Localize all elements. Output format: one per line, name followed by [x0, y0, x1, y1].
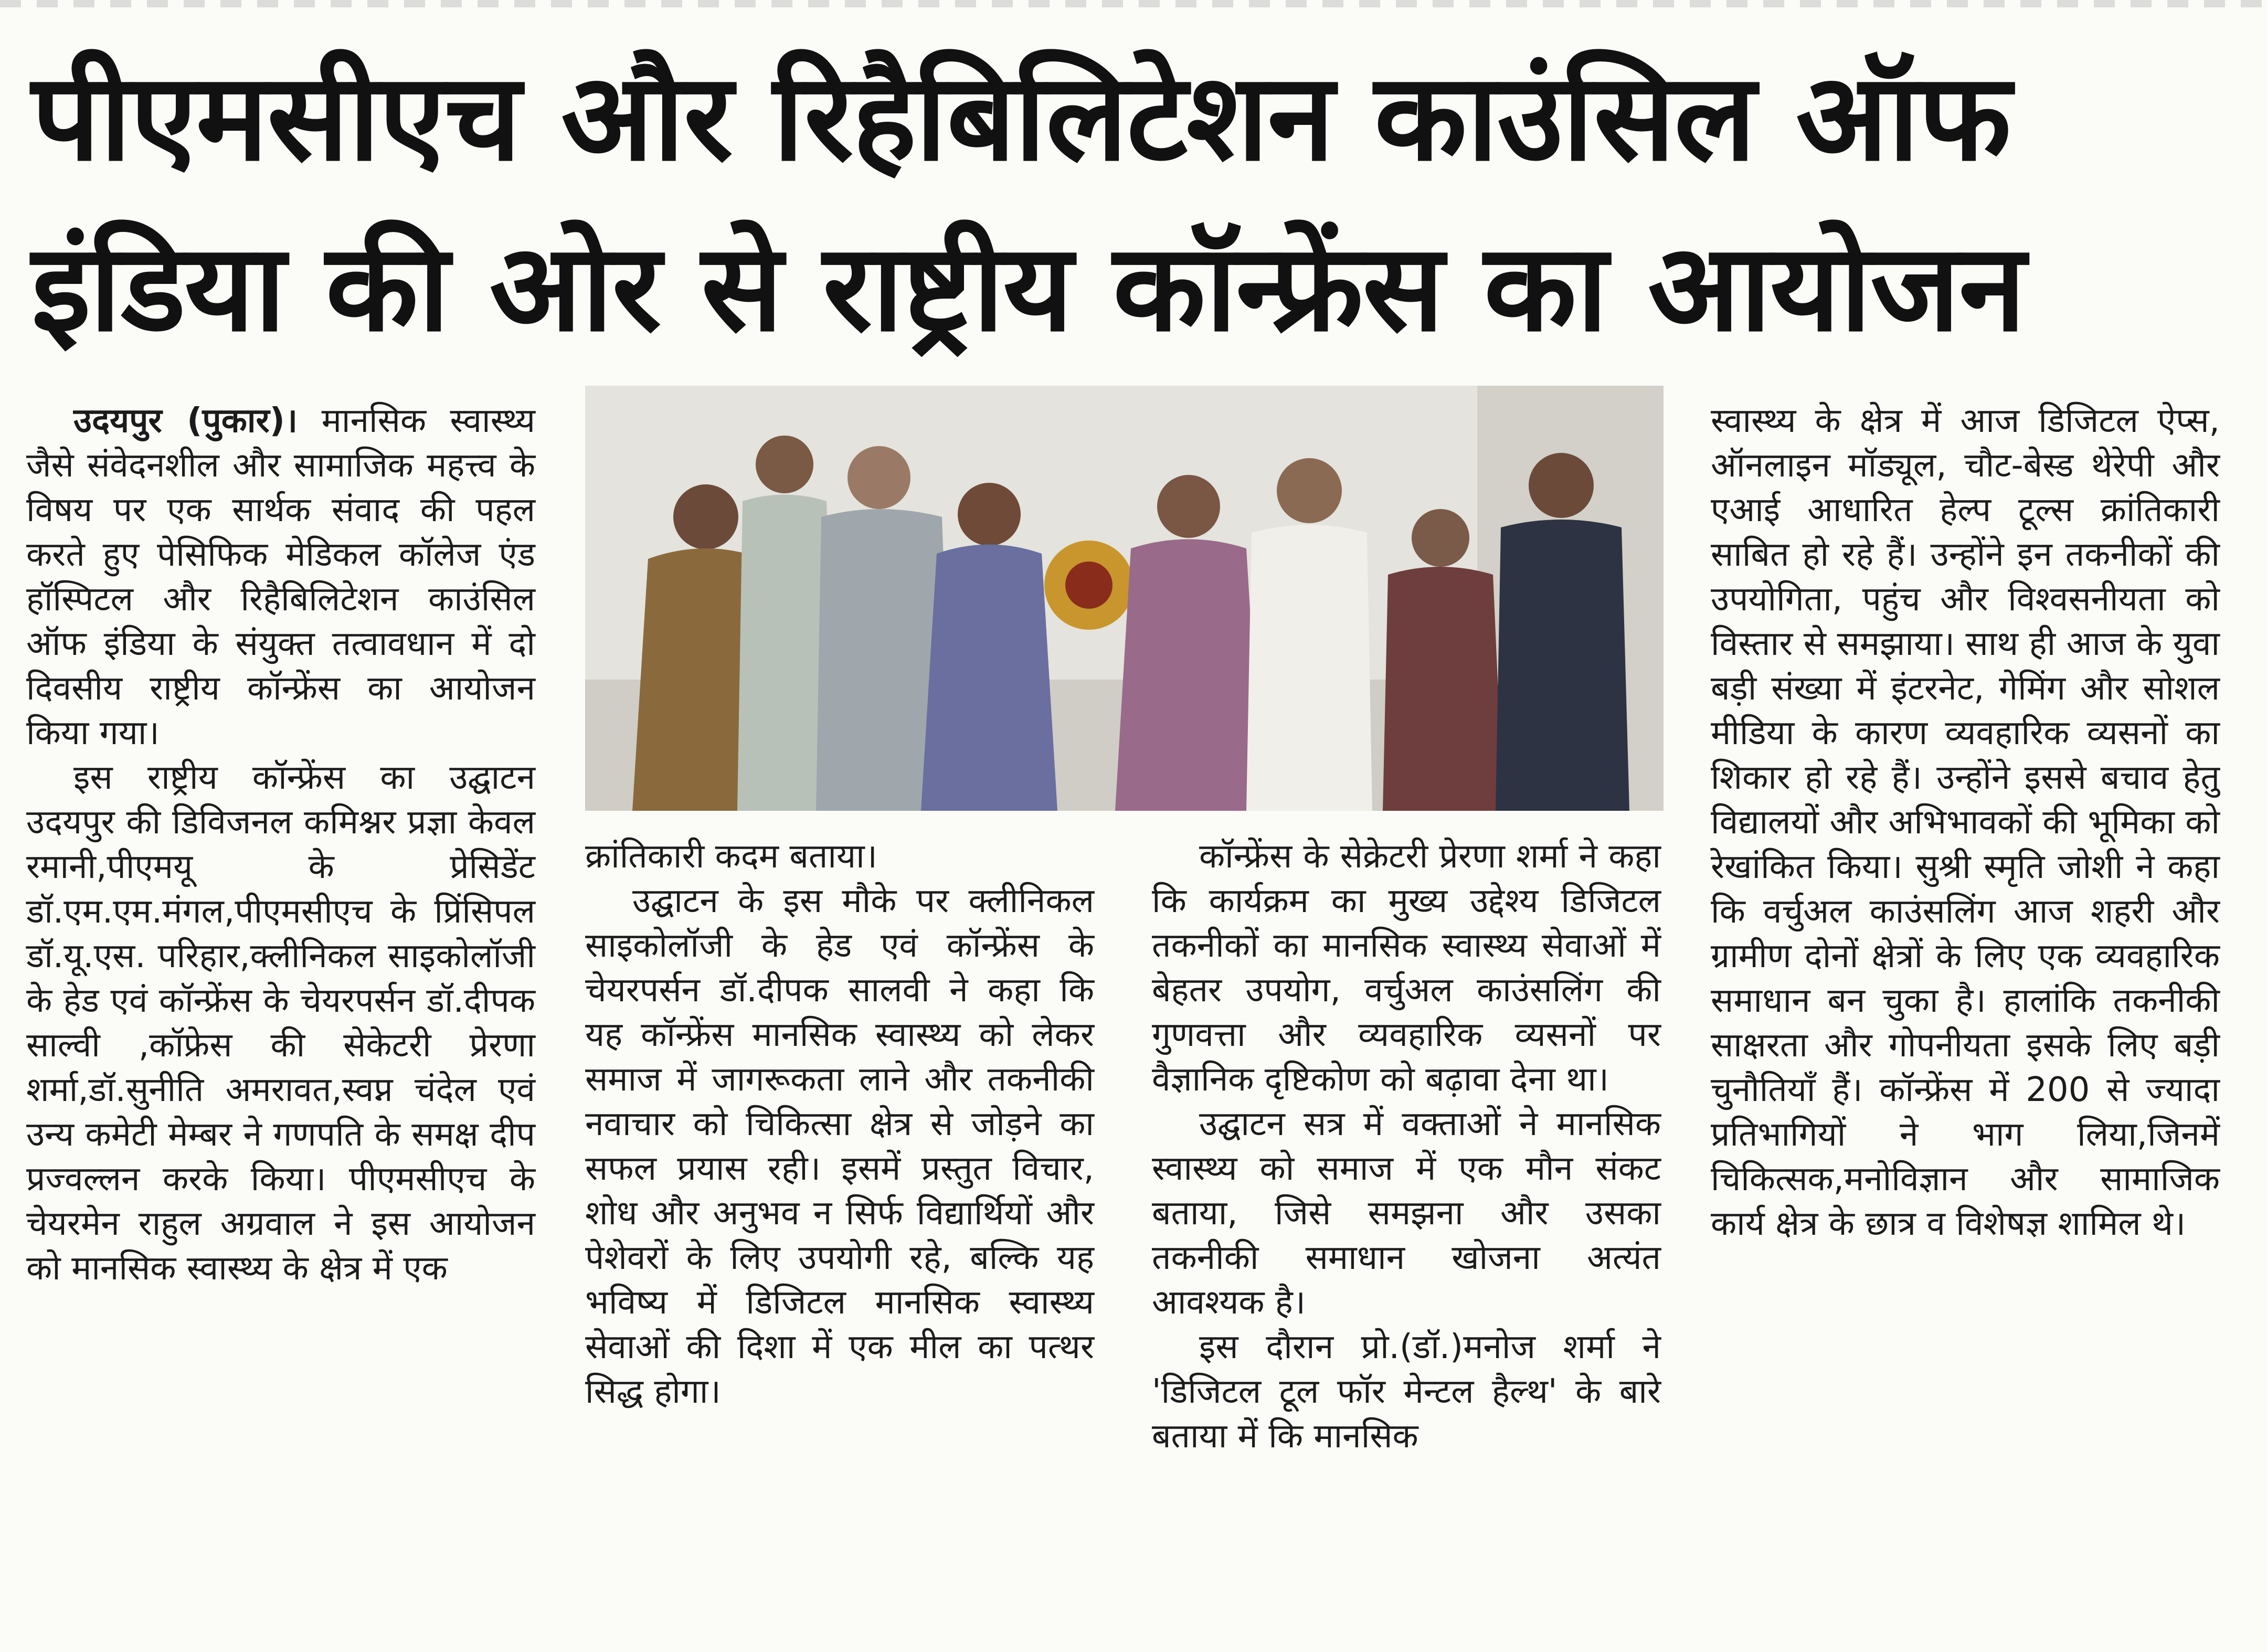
top-rule — [0, 0, 2267, 7]
paragraph: कॉन्फ्रेंस के सेक्रेटरी प्रेरणा शर्मा ने कहा कि कार्यक्रम का मुख्य उद्देश्य डिजिटल तकनीकों का मानसिक स्वास्थ्य सेवाओं में बेहतर उपयोग, वर्चुअल काउंसलिंग की गुणवत्ता और व्यवहारिक व्यसनों पर वैज्ञानिक दृष्टिकोण को बढ़ावा देना था। — [1152, 837, 1661, 1099]
article-column-1 — [26, 399, 535, 1291]
paragraph: उद्घाटन सत्र में वक्ताओं ने मानसिक स्वास्थ्य को समाज में एक मौन संकट बताया, जिसे समझना और उसका तकनीकी समाधान खोजना अत्यंत आवश्यक है। — [1152, 1105, 1661, 1322]
group-photo-illustration — [585, 386, 1664, 811]
headline-line-1: पीएमसीएच और रिहैबिलिटेशन काउंसिल ऑफ — [31, 48, 2010, 188]
paragraph: क्रांतिकारी कदम बताया। — [585, 837, 877, 876]
dateline: उदयपुर (पुकार)। — [73, 401, 298, 440]
article-column-4 — [1711, 399, 2220, 1246]
flower-decoration — [1044, 541, 1134, 630]
paragraph — [26, 399, 535, 756]
event-photo — [585, 386, 1664, 811]
article-column-2 — [585, 834, 1094, 1414]
paragraph: स्वास्थ्य के क्षेत्र में आज डिजिटल ऐप्स, ऑनलाइन मॉड्यूल, चौट-बेस्ड थेरेपी और एआई आधारित हेल्प टूल्स क्रांतिकारी साबित हो रहे हैं। उन्होंने इन तकनीकों की उपयोगिता, पहुंच और विश्वसनीयता को विस्तार से समझाया। साथ ही आज के युवा बड़ी संख्या में इंटरनेट, गेमिंग और सोशल मीडिया के कारण व्यवहारिक व्यसनों का शिकार हो रहे हैं। उन्होंने इससे बचाव हेतु विद्यालयों और अभिभावकों की भूमिका को रेखांकित किया। सुश्री स्मृति जोशी ने कहा कि वर्चुअल काउंसलिंग आज शहरी और ग्रामीण दोनों क्षेत्रों के लिए एक व्यवहारिक समाधान बन चुका है। हालांकि तकनीकी साक्षरता और गोपनीयता इसके लिए बड़ी चुनौतियाँ हैं। कॉन्फ्रेंस में 200 से ज्यादा प्रतिभागियों ने भाग लिया,जिनमें चिकित्सक,मनोविज्ञान और सामाजिक कार्य क्षेत्र के छात्र व विशेषज्ञ शामिल थे। — [1711, 401, 2220, 1243]
headline-line-2: इंडिया की ओर से राष्ट्रीय कॉन्फ्रेंस का आयोजन — [31, 218, 2025, 358]
paragraph-text: मानसिक स्वास्थ्य जैसे संवेदनशील और सामाजिक महत्त्व के विषय पर एक सार्थक संवाद की पहल करते हुए पेसिफिक मेडिकल कॉलेज एंड हॉस्पिटल और रिहैबिलिटेशन काउंसिल ऑफ इंडिया के संयुक्त तत्वावधान में दो दिवसीय राष्ट्रीय कॉन्फ्रेंस का आयोजन किया गया। — [26, 401, 536, 753]
paragraph: इस दौरान प्रो.(डॉ.)मनोज शर्मा ने 'डिजिटल टूल फॉर मेन्टल हैल्थ' के बारे बताया में कि मानसिक — [1152, 1328, 1661, 1456]
paragraph: उद्घाटन के इस मौके पर क्लीनिकल साइकोलॉजी के हेड एवं कॉन्फ्रेंस के चेयरपर्सन डॉ.दीपक सालवी ने कहा कि यह कॉन्फ्रेंस मानसिक स्वास्थ्य को लेकर समाज में जागरूकता लाने और तकनीकी नवाचार को चिकित्सा क्षेत्र से जोड़ने का सफल प्रयास रही। इसमें प्रस्तुत विचार, शोध और अनुभव न सिर्फ विद्यार्थियों और पेशेवरों के लिए उपयोगी रहे, बल्कि यह भविष्य में डिजिटल मानसिक स्वास्थ्य सेवाओं की दिशा में एक मील का पत्थर सिद्ध होगा। — [585, 882, 1094, 1411]
paragraph: इस राष्ट्रीय कॉन्फ्रेंस का उद्घाटन उदयपुर की डिविजनल कमिश्नर प्रज्ञा केवल रमानी,पीएमयू के प्रेसिडेंट डॉ.एम.एम.मंगल,पीएमसीएच के प्रिंसिपल डॉ.यू.एस. परिहार,क्लीनिकल साइकोलॉजी के हेड एवं कॉन्फ्रेंस के चेयरपर्सन डॉ.दीपक साल्वी ,कॉफ्रेस की सेकेटरी प्रेरणा शर्मा,डॉ.सुनीति अमरावत,स्वप्न चंदेल एवं उन्य कमेटी मेम्बर ने गणपति के समक्ष दीप प्रज्वल्लन करके किया। पीएमसीएच के चेयरमेन राहुल अग्रवाल ने इस आयोजन को मानसिक स्वास्थ्य के क्षेत्र में एक — [26, 758, 535, 1288]
article-column-3 — [1152, 834, 1661, 1459]
